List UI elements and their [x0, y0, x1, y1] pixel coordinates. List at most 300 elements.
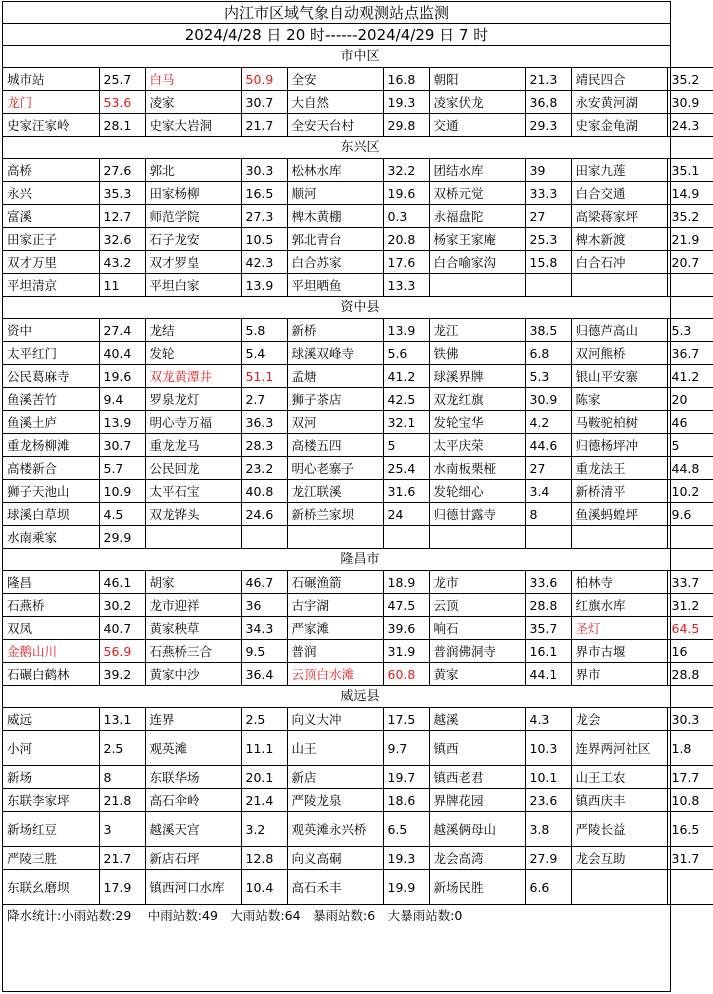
rainfall-value: 5: [667, 434, 713, 457]
rainfall-value: 19.6: [99, 365, 145, 388]
rainfall-value: 11: [99, 274, 145, 297]
station-name: 新桥清平: [571, 480, 667, 503]
rainfall-value: 30.2: [99, 594, 145, 617]
rainfall-value: 38.5: [525, 319, 571, 342]
station-name: 归德杨坪冲: [571, 434, 667, 457]
station-name: 严陵龙泉: [287, 789, 383, 812]
rainfall-value: [525, 274, 571, 297]
station-name: 郭北青台: [287, 228, 383, 251]
station-name: 重龙法王: [571, 457, 667, 480]
station-name: 新桥: [287, 319, 383, 342]
rainfall-value: 36.3: [241, 411, 287, 434]
station-name: 双才罗皇: [145, 251, 241, 274]
rainfall-value: 23.2: [241, 457, 287, 480]
station-row: [3, 68, 713, 91]
summary-row: [3, 905, 713, 926]
station-name: 狮子天池山: [3, 480, 99, 503]
rainfall-value: 19.3: [383, 91, 429, 114]
rainfall-value: [241, 526, 287, 549]
station-name: 双龙铧头: [145, 503, 241, 526]
section-header-row: [3, 297, 713, 319]
station-name: 鱼溪苦竹: [3, 388, 99, 411]
station-name: 新店石坪: [145, 847, 241, 870]
station-name: 严陵三胜: [3, 847, 99, 870]
rainfall-value: 10.3: [525, 731, 571, 766]
station-name: 圣灯: [571, 617, 667, 640]
station-name: 平坦清京: [3, 274, 99, 297]
station-name: 重龙龙马: [145, 434, 241, 457]
station-name: 黄家中沙: [145, 663, 241, 686]
rainfall-value: 10.2: [667, 480, 713, 503]
rainfall-value: 25.4: [383, 457, 429, 480]
rainfall-value: 31.9: [383, 640, 429, 663]
rainfall-value: 30.7: [241, 91, 287, 114]
rainfall-value: 44.8: [667, 457, 713, 480]
station-name: 双龙红旗: [429, 388, 525, 411]
station-name: 龙江: [429, 319, 525, 342]
station-name: 新桥兰家坝: [287, 503, 383, 526]
station-name: 越溪天宫: [145, 812, 241, 847]
station-name: 永福盘陀: [429, 205, 525, 228]
station-name: 高桥: [3, 159, 99, 182]
rainfall-value: 17.6: [383, 251, 429, 274]
rainfall-value: 16.8: [383, 68, 429, 91]
station-name: 永兴: [3, 182, 99, 205]
station-name: 金鹅山川: [3, 640, 99, 663]
station-name: 全安: [287, 68, 383, 91]
station-name: 交通: [429, 114, 525, 137]
station-name: 陈家: [571, 388, 667, 411]
rainfall-value: 35.3: [99, 182, 145, 205]
rainfall-value: 11.1: [241, 731, 287, 766]
station-name: 山王工农: [571, 766, 667, 789]
station-name: 椑木黄棚: [287, 205, 383, 228]
station-name: 公民回龙: [145, 457, 241, 480]
station-name: 双凤: [3, 617, 99, 640]
rainfall-value: 21.3: [525, 68, 571, 91]
rainfall-value: 36: [241, 594, 287, 617]
rainfall-value: 25.3: [525, 228, 571, 251]
rainfall-value: 41.2: [667, 365, 713, 388]
rainfall-value: 30.7: [99, 434, 145, 457]
rainfall-value: 17.5: [383, 708, 429, 731]
rainfall-value: 5.7: [99, 457, 145, 480]
rainfall-value: 13.9: [383, 319, 429, 342]
rainfall-value: 39.6: [383, 617, 429, 640]
rainfall-value: 42.3: [241, 251, 287, 274]
rainfall-value: 28.8: [667, 663, 713, 686]
rainfall-value: 19.7: [383, 766, 429, 789]
station-name: 镇西庆丰: [571, 789, 667, 812]
station-row: [3, 114, 713, 137]
rainfall-value: [525, 526, 571, 549]
rainfall-value: 28.1: [99, 114, 145, 137]
rainfall-value: 13.1: [99, 708, 145, 731]
rainfall-value: 0.3: [383, 205, 429, 228]
rainfall-value: 6.5: [383, 812, 429, 847]
station-name: 普润: [287, 640, 383, 663]
station-name: 白合石冲: [571, 251, 667, 274]
station-name: 龙门: [3, 91, 99, 114]
station-name: 界市: [571, 663, 667, 686]
station-row: [3, 766, 713, 789]
station-name: 云顶: [429, 594, 525, 617]
rainfall-value: 24: [383, 503, 429, 526]
station-name: 东联华场: [145, 766, 241, 789]
station-row: [3, 182, 713, 205]
rainfall-value: 20.7: [667, 251, 713, 274]
station-name: 师范学院: [145, 205, 241, 228]
rainfall-value: 17.9: [99, 870, 145, 905]
rainfall-value: [667, 870, 713, 905]
station-name: 高梁蒋家坪: [571, 205, 667, 228]
station-name: 马鞍驼柏树: [571, 411, 667, 434]
rainfall-value: 27: [525, 457, 571, 480]
station-name: 龙会: [571, 708, 667, 731]
rainfall-value: 16.5: [667, 812, 713, 847]
station-name: 石燕桥三合: [145, 640, 241, 663]
rainfall-value: 34.3: [241, 617, 287, 640]
rainfall-value: 21.7: [99, 847, 145, 870]
station-name: 大自然: [287, 91, 383, 114]
rainfall-value: 39.2: [99, 663, 145, 686]
station-name: 黄家: [429, 663, 525, 686]
station-name: 银山平安寨: [571, 365, 667, 388]
station-name: 公民葛麻寺: [3, 365, 99, 388]
station-name: 白合交通: [571, 182, 667, 205]
station-name: 水南板栗桠: [429, 457, 525, 480]
rainfall-value: 33.3: [525, 182, 571, 205]
station-name: 发轮细心: [429, 480, 525, 503]
station-name: 东联李家坪: [3, 789, 99, 812]
rainfall-value: 36.8: [525, 91, 571, 114]
rainfall-value: 40.8: [241, 480, 287, 503]
station-name: 山王: [287, 731, 383, 766]
station-name: 平坦晒鱼: [287, 274, 383, 297]
rainfall-value: 27.3: [241, 205, 287, 228]
station-name: 史家汪家岭: [3, 114, 99, 137]
station-name: 双才万里: [3, 251, 99, 274]
station-name: 高石禾丰: [287, 870, 383, 905]
rainfall-value: 2.5: [99, 731, 145, 766]
station-name: 资中: [3, 319, 99, 342]
rainfall-value: 9.4: [99, 388, 145, 411]
rainfall-value: 35.2: [667, 68, 713, 91]
station-name: 球溪界牌: [429, 365, 525, 388]
station-name: 顺河: [287, 182, 383, 205]
station-row: [3, 388, 713, 411]
station-name: 龙会互助: [571, 847, 667, 870]
station-name: 古宇湖: [287, 594, 383, 617]
rainfall-value: [383, 526, 429, 549]
rainfall-value: 24.6: [241, 503, 287, 526]
station-name: 界市古堰: [571, 640, 667, 663]
rainfall-value: 4.2: [525, 411, 571, 434]
rainfall-value: 20.1: [241, 766, 287, 789]
rainfall-value: 5.3: [525, 365, 571, 388]
rainfall-value: 50.9: [241, 68, 287, 91]
station-name: [571, 526, 667, 549]
rainfall-value: 64.5: [667, 617, 713, 640]
rainfall-value: 51.1: [241, 365, 287, 388]
station-name: 高楼五四: [287, 434, 383, 457]
rainfall-value: 10.5: [241, 228, 287, 251]
rainfall-value: 9.6: [667, 503, 713, 526]
rainfall-value: 12.8: [241, 847, 287, 870]
rainfall-value: 5.8: [241, 319, 287, 342]
station-row: [3, 594, 713, 617]
rainfall-value: 35.7: [525, 617, 571, 640]
station-name: 史家金龟湖: [571, 114, 667, 137]
rainfall-value: 27.4: [99, 319, 145, 342]
station-name: [571, 870, 667, 905]
station-name: 太平庆荣: [429, 434, 525, 457]
station-row: [3, 571, 713, 594]
station-name: 明心寺万福: [145, 411, 241, 434]
station-row: [3, 503, 713, 526]
rainfall-value: 46: [667, 411, 713, 434]
station-table: [3, 46, 713, 925]
rainfall-value: 21.4: [241, 789, 287, 812]
station-name: 城市站: [3, 68, 99, 91]
rainfall-value: 36.4: [241, 663, 287, 686]
station-name: 永安黄河湖: [571, 91, 667, 114]
station-name: [429, 274, 525, 297]
rainfall-value: 2.7: [241, 388, 287, 411]
rainfall-value: 40.4: [99, 342, 145, 365]
rainfall-value: 8: [525, 503, 571, 526]
rainfall-value: 29.9: [99, 526, 145, 549]
station-name: 云顶白水滩: [287, 663, 383, 686]
rainfall-value: 13.3: [383, 274, 429, 297]
station-name: 胡家: [145, 571, 241, 594]
rainfall-value: 42.5: [383, 388, 429, 411]
station-name: 全安天台村: [287, 114, 383, 137]
rainfall-value: 3: [99, 812, 145, 847]
rainfall-value: 8: [99, 766, 145, 789]
rainfall-value: 4.3: [525, 708, 571, 731]
station-row: [3, 342, 713, 365]
rainfall-value: 13.9: [99, 411, 145, 434]
station-name: 连界: [145, 708, 241, 731]
section-header-row: [3, 549, 713, 571]
rainfall-value: 16: [667, 640, 713, 663]
rainfall-value: 6.6: [525, 870, 571, 905]
rainfall-value: 44.1: [525, 663, 571, 686]
station-row: [3, 228, 713, 251]
rainfall-value: 3.2: [241, 812, 287, 847]
rainfall-value: 21.9: [667, 228, 713, 251]
station-name: 太平红门: [3, 342, 99, 365]
rainfall-value: 6.8: [525, 342, 571, 365]
rainfall-value: 31.7: [667, 847, 713, 870]
report-sheet: [2, 1, 700, 992]
rainfall-value: 56.9: [99, 640, 145, 663]
station-name: 红旗水库: [571, 594, 667, 617]
station-name: 石碾渔箭: [287, 571, 383, 594]
station-name: 椑木新渡: [571, 228, 667, 251]
station-name: 发轮宝华: [429, 411, 525, 434]
station-name: 郭北: [145, 159, 241, 182]
station-name: 史家大岩洞: [145, 114, 241, 137]
station-name: 鱼溪土庐: [3, 411, 99, 434]
rainfall-value: 27: [525, 205, 571, 228]
station-name: 镇西: [429, 731, 525, 766]
station-name: 龙市迎祥: [145, 594, 241, 617]
rainfall-value: 15.8: [525, 251, 571, 274]
station-name: 双河熊桥: [571, 342, 667, 365]
station-name: 孟塘: [287, 365, 383, 388]
station-name: 松林水库: [287, 159, 383, 182]
rainfall-value: 35.1: [667, 159, 713, 182]
rainfall-value: 3.8: [525, 812, 571, 847]
section-title: 市中区: [3, 46, 713, 68]
rainfall-value: 19.6: [383, 182, 429, 205]
station-name: [287, 526, 383, 549]
rainfall-value: 1.8: [667, 731, 713, 766]
rainfall-value: 4.5: [99, 503, 145, 526]
station-name: 龙会高湾: [429, 847, 525, 870]
rainfall-value: [667, 526, 713, 549]
station-name: 双桥元觉: [429, 182, 525, 205]
station-name: 石子龙安: [145, 228, 241, 251]
rainfall-value: 12.7: [99, 205, 145, 228]
rainfall-value: 46.7: [241, 571, 287, 594]
rainfall-value: 19.9: [383, 870, 429, 905]
station-row: [3, 411, 713, 434]
station-name: 新场民胜: [429, 870, 525, 905]
station-name: 高楼新合: [3, 457, 99, 480]
rainfall-value: 18.9: [383, 571, 429, 594]
station-name: [571, 274, 667, 297]
station-name: 小河: [3, 731, 99, 766]
station-name: 鱼溪蚂蝗坪: [571, 503, 667, 526]
station-name: 太平石宝: [145, 480, 241, 503]
station-name: 归德甘露寺: [429, 503, 525, 526]
rainfall-value: 5.3: [667, 319, 713, 342]
station-name: 凌家伏龙: [429, 91, 525, 114]
station-name: 镇西河口水库: [145, 870, 241, 905]
report-period: 2024/4/28 日 20 时------2024/4/29 日 7 时: [3, 24, 670, 46]
section-header-row: [3, 137, 713, 159]
section-header-row: [3, 686, 713, 708]
rainfall-value: [667, 274, 713, 297]
station-name: 石燕桥: [3, 594, 99, 617]
station-name: 归德芦高山: [571, 319, 667, 342]
rainfall-value: 24.3: [667, 114, 713, 137]
section-title: 隆昌市: [3, 549, 713, 571]
station-row: [3, 205, 713, 228]
station-name: 罗泉龙灯: [145, 388, 241, 411]
station-name: 富溪: [3, 205, 99, 228]
rainfall-value: 25.7: [99, 68, 145, 91]
rainfall-value: 53.6: [99, 91, 145, 114]
station-name: 双龙黄潭井: [145, 365, 241, 388]
station-name: 向义高硐: [287, 847, 383, 870]
station-name: 双河: [287, 411, 383, 434]
station-row: [3, 708, 713, 731]
station-name: 凌家: [145, 91, 241, 114]
station-row: [3, 434, 713, 457]
station-row: [3, 319, 713, 342]
station-row: [3, 526, 713, 549]
station-row: [3, 789, 713, 812]
station-row: [3, 731, 713, 766]
station-row: [3, 251, 713, 274]
station-row: [3, 640, 713, 663]
station-name: 朝阳: [429, 68, 525, 91]
rainfall-value: 14.9: [667, 182, 713, 205]
station-name: 新场: [3, 766, 99, 789]
rainfall-value: 21.8: [99, 789, 145, 812]
rainfall-value: 23.6: [525, 789, 571, 812]
station-name: 龙结: [145, 319, 241, 342]
rainfall-value: 16.1: [525, 640, 571, 663]
rainfall-value: 29.8: [383, 114, 429, 137]
rainfall-value: 10.8: [667, 789, 713, 812]
station-name: 高石伞岭: [145, 789, 241, 812]
rainfall-value: 30.3: [241, 159, 287, 182]
rainfall-value: 10.9: [99, 480, 145, 503]
rainfall-value: 46.1: [99, 571, 145, 594]
station-name: 新场红豆: [3, 812, 99, 847]
section-title: 东兴区: [3, 137, 713, 159]
rainfall-value: 40.7: [99, 617, 145, 640]
station-name: 白马: [145, 68, 241, 91]
rainfall-value: 32.2: [383, 159, 429, 182]
station-name: 观英滩: [145, 731, 241, 766]
station-name: 界牌花园: [429, 789, 525, 812]
station-name: 石碾白鹤林: [3, 663, 99, 686]
rainfall-value: 33.7: [667, 571, 713, 594]
rainfall-value: 10.1: [525, 766, 571, 789]
station-name: 隆昌: [3, 571, 99, 594]
station-row: [3, 847, 713, 870]
rainfall-value: 5.4: [241, 342, 287, 365]
station-name: 靖民四合: [571, 68, 667, 91]
station-name: 水南乘家: [3, 526, 99, 549]
station-name: 狮子茶店: [287, 388, 383, 411]
rainfall-value: 17.7: [667, 766, 713, 789]
station-name: [145, 526, 241, 549]
station-name: 向义大冲: [287, 708, 383, 731]
rainfall-value: 39: [525, 159, 571, 182]
station-row: [3, 457, 713, 480]
station-name: 田家九莲: [571, 159, 667, 182]
section-title: 资中县: [3, 297, 713, 319]
station-name: 球溪双峰寺: [287, 342, 383, 365]
rainfall-value: 16.5: [241, 182, 287, 205]
station-name: 杨家王家庵: [429, 228, 525, 251]
station-name: 普润佛洞寺: [429, 640, 525, 663]
station-name: 越溪: [429, 708, 525, 731]
station-name: 柏林寺: [571, 571, 667, 594]
rainfall-value: 30.9: [525, 388, 571, 411]
station-name: 白合喻家沟: [429, 251, 525, 274]
rainfall-value: 30.9: [667, 91, 713, 114]
rainfall-value: 27.9: [525, 847, 571, 870]
section-title: 威远县: [3, 686, 713, 708]
rainfall-value: 60.8: [383, 663, 429, 686]
station-name: 黄家秧草: [145, 617, 241, 640]
rainfall-value: 43.2: [99, 251, 145, 274]
station-name: 铁佛: [429, 342, 525, 365]
station-name: 白合苏家: [287, 251, 383, 274]
station-name: 镇西老君: [429, 766, 525, 789]
rainfall-value: 9.7: [383, 731, 429, 766]
station-name: 明心老寨子: [287, 457, 383, 480]
station-name: 发轮: [145, 342, 241, 365]
